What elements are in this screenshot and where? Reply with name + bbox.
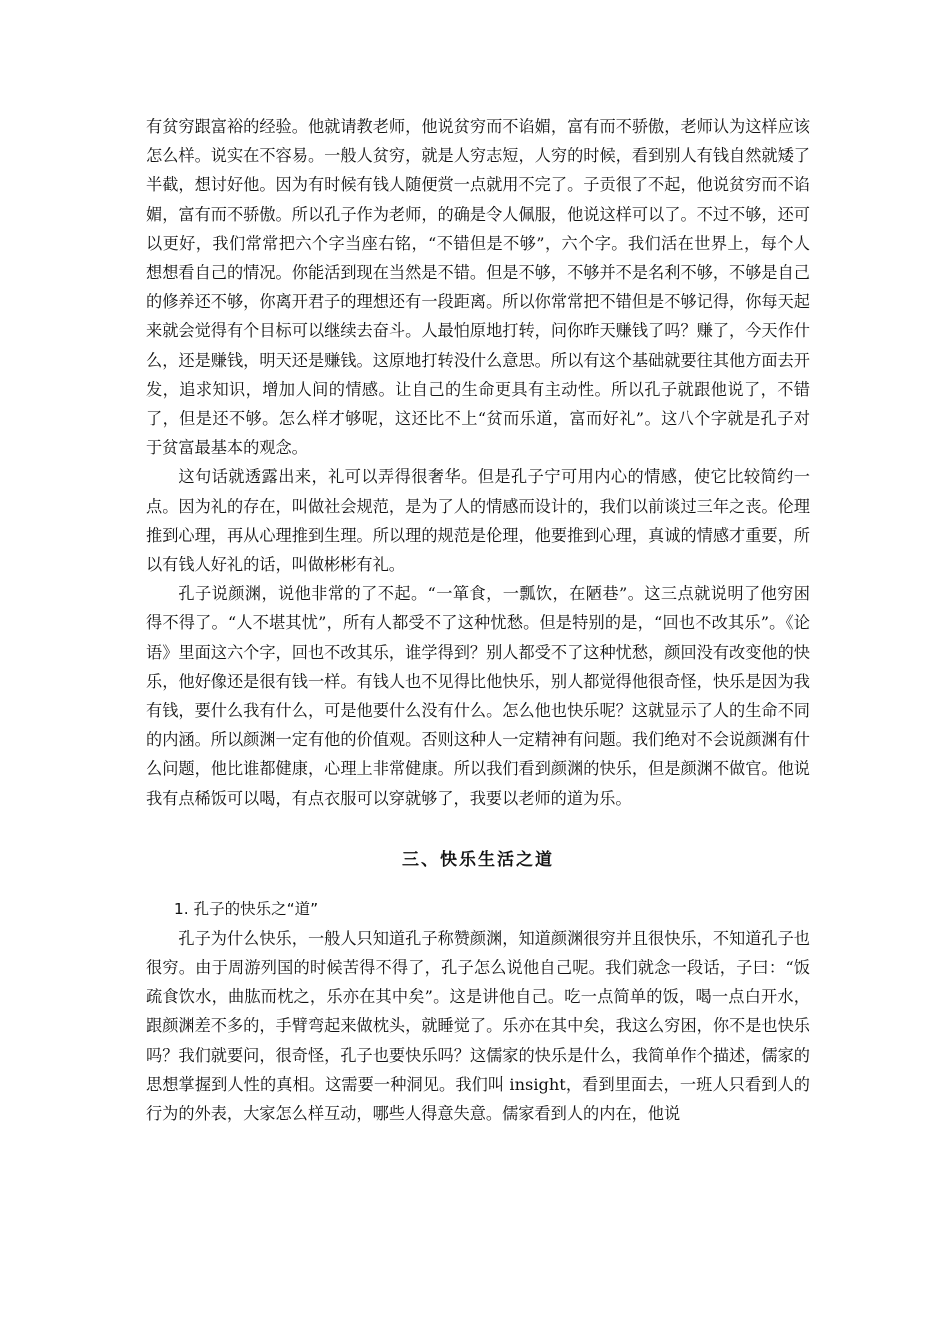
paragraph-yan-yuan: 孔子说颜渊，说他非常的了不起。“一箪食，一瓢饮，在陋巷”。这三点就说明了他穷困得不得了。“人不堪其忧”，所有人都受不了这种忧愁。但是特别的是，“回也不改其乐”。《论语》里面这六个字，回也不改其乐，谁学得到？别人都受不了这种忧愁，颜回没有改变他的快乐，他好像还是很有钱一样。有钱人也不见得比他快乐，别人都觉得他很奇怪，快乐是因为我有钱，要什么我有什么，可是他要什么没有什么。怎么他也快乐呢？这就显示了人的生命不同的内涵。所以颜渊一定有他的价值观。否则这种人一定精神有问题。我们绝对不会说颜渊有什么问题，他比谁都健康，心理上非常健康。所以我们看到颜渊的快乐，但是颜渊不做官。他说我有点稀饭可以喝，有点衣服可以穿就够了，我要以老师的道为乐。 [146, 584, 810, 808]
section-heading: 三、快乐生活之道 [402, 849, 554, 870]
document-page [146, 112, 810, 1128]
sub-heading: 1. 孔子的快乐之“道” [173, 899, 319, 918]
paragraph-continuation: 有贫穷跟富裕的经验。他就请教老师，他说贫穷而不谄媚，富有而不骄傲，老师认为这样应该怎么样。说实在不容易。一般人贫穷，就是人穷志短，人穷的时候，看到别人有钱自然就矮了半截，想讨好他。因为有时候有钱人随便赏一点就用不完了。子贡很了不起，他说贫穷而不谄媚，富有而不骄傲。所以孔子作为老师，的确是令人佩服，他说这样可以了。不过不够，还可以更好，我们常常把六个字当座右铭，“不错但是不够”，六个字。我们活在世界上，每个人想想看自己的情况。你能活到现在当然是不错。但是不够，不够并不是名利不够，不够是自己的修养还不够，你离开君子的理想还有一段距离。所以你常常把不错但是不够记得，你每天起来就会觉得有个目标可以继续去奋斗。人最怕原地打转，问你昨天赚钱了吗？赚了，今天作什么，还是赚钱，明天还是赚钱。这原地打转没什么意思。所以有这个基础就要往其他方面去开发，追求知识，增加人间的情感。让自己的生命更具有主动性。所以孔子就跟他说了，不错了，但是还不够。怎么样才够呢，这还比不上“贫而乐道，富而好礼”。这八个字就是孔子对于贫富最基本的观念。 [146, 117, 810, 458]
paragraph-li-ritual: 这句话就透露出来，礼可以弄得很奢华。但是孔子宁可用内心的情感，使它比较简约一点。因为礼的存在，叫做社会规范，是为了人的情感而设计的，我们以前谈过三年之丧。伦理推到心理，再从心理推到生理。所以理的规范是伦理，他要推到心理，真诚的情感才重要，所以有钱人好礼的话，叫做彬彬有礼。 [146, 467, 810, 575]
paragraph-confucius-happiness: 孔子为什么快乐，一般人只知道孔子称赞颜渊，知道颜渊很穷并且很快乐，不知道孔子也很穷。由于周游列国的时候苦得不得了，孔子怎么说他自己呢。我们就念一段话，子曰：“饭疏食饮水，曲肱而枕之，乐亦在其中矣”。这是讲他自己。吃一点简单的饭，喝一点白开水，跟颜渊差不多的，手臂弯起来做枕头，就睡觉了。乐亦在其中矣，我这么穷困，你不是也快乐吗？我们就要问，很奇怪，孔子也要快乐吗？这儒家的快乐是什么，我简单作个描述，儒家的思想掌握到人性的真相。这需要一种洞见。我们叫 insight，看到里面去，一班人只看到人的行为的外表，大家怎么样互动，哪些人得意失意。儒家看到人的内在，他说 [146, 928, 810, 1124]
